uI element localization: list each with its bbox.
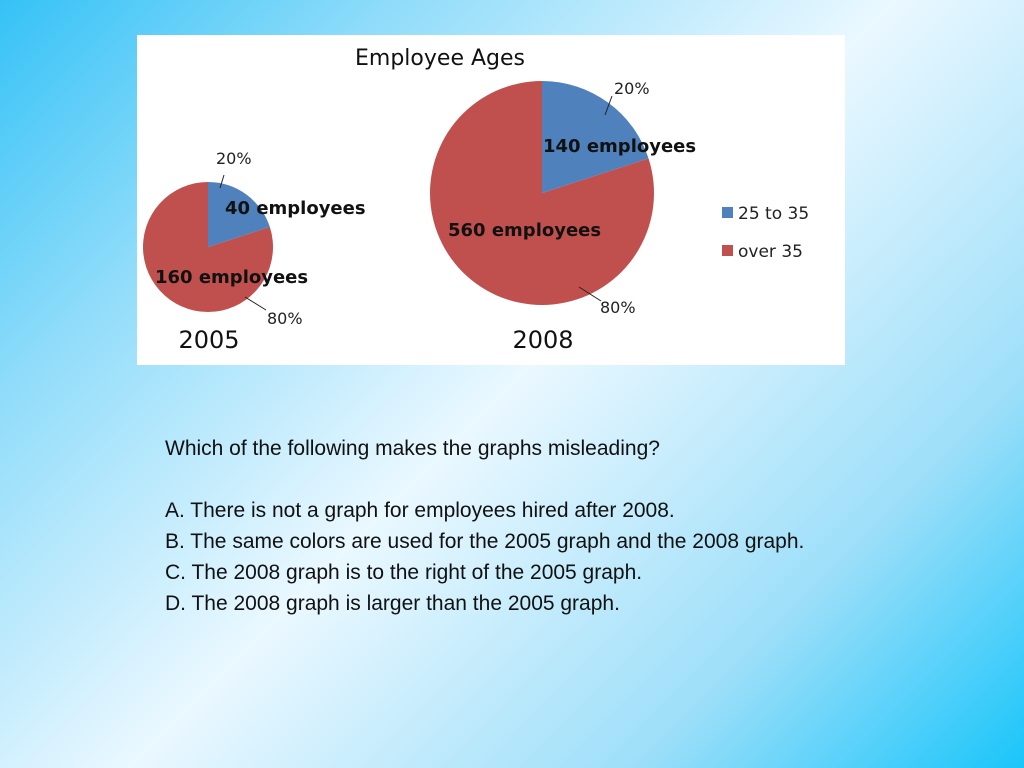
- answer-option-a: A. There is not a graph for employees hired after 2008.: [165, 499, 675, 522]
- answer-option-d: D. The 2008 graph is larger than the 2005 graph.: [165, 592, 620, 615]
- pie-2005-count-label-over-35: 160 employees: [155, 267, 309, 288]
- answer-option-c: C. The 2008 graph is to the right of the 2005 graph.: [165, 561, 643, 584]
- chart-panel: [137, 35, 845, 365]
- pie-2008-pct-label-over-35: 80%: [600, 298, 636, 317]
- chart-title: Employee Ages: [355, 46, 525, 71]
- pie-2008-year-label: 2008: [512, 326, 574, 354]
- pie-2008-count-label-25-to-35: 140 employees: [543, 136, 697, 157]
- legend-label-25-to-35: 25 to 35: [738, 204, 810, 224]
- question-prompt: Which of the following makes the graphs misleading?: [165, 437, 660, 460]
- pie-2005-pct-label-25-to-35: 20%: [216, 149, 252, 168]
- leader-line-2005-80pct: [245, 297, 266, 310]
- question-block: [165, 433, 885, 619]
- pie-chart: [137, 35, 845, 365]
- legend-label-over-35: over 35: [738, 242, 803, 262]
- pie-2008-count-label-over-35: 560 employees: [448, 220, 602, 241]
- pie-2005-year-label: 2005: [178, 326, 240, 354]
- legend-swatch-over-35: [722, 245, 733, 256]
- pie-2005-count-label-25-to-35: 40 employees: [225, 198, 366, 219]
- chart-legend: [722, 204, 809, 262]
- pie-2008-pct-label-25-to-35: 20%: [614, 79, 650, 98]
- pie-2005-pct-label-over-35: 80%: [267, 309, 303, 328]
- answer-option-b: B. The same colors are used for the 2005 graph and the 2008 graph.: [165, 530, 805, 553]
- pie-2008: [430, 79, 696, 354]
- legend-swatch-25-to-35: [722, 207, 733, 218]
- pie-2005: [143, 149, 366, 354]
